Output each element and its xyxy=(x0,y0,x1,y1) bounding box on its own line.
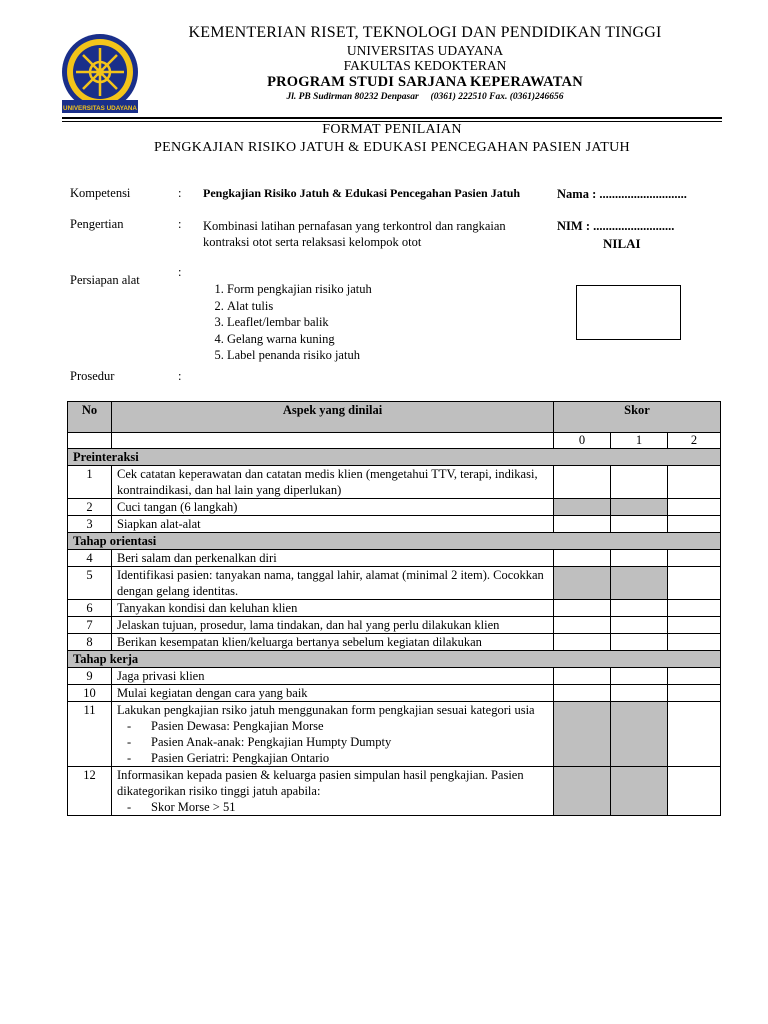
sub-item xyxy=(117,734,548,750)
nama-field: Nama : ............................ xyxy=(557,187,687,201)
row-number: 5 xyxy=(68,567,112,600)
assessment-table xyxy=(67,401,721,816)
table-header-row xyxy=(68,402,721,433)
nilai-label: NILAI xyxy=(603,236,641,251)
table-row xyxy=(68,617,721,634)
score-cell[interactable] xyxy=(554,617,611,634)
sub-item-text: Pasien Geriatri: Pengkajian Ontario xyxy=(151,751,330,765)
score-cell-disabled xyxy=(554,499,611,516)
row-text: Cuci tangan (6 langkah) xyxy=(112,499,554,516)
row-number: 10 xyxy=(68,685,112,702)
score-cell[interactable] xyxy=(668,550,721,567)
table-row xyxy=(68,550,721,567)
row-text: Identifikasi pasien: tanyakan nama, tanggal lahir, alamat (minimal 2 item). Cocokkan dengan gelang identitas. xyxy=(112,567,554,600)
table-row xyxy=(68,702,721,767)
score-col-0: 0 xyxy=(554,433,611,449)
pengertian-label: Pengertian xyxy=(70,217,124,231)
score-cell[interactable] xyxy=(611,550,668,567)
score-cell[interactable] xyxy=(611,617,668,634)
bullet-dash: - xyxy=(127,751,132,765)
score-cell[interactable] xyxy=(668,567,721,600)
score-scale-row xyxy=(68,433,721,449)
table-row xyxy=(68,466,721,499)
score-cell[interactable] xyxy=(668,767,721,816)
score-cell[interactable] xyxy=(668,466,721,499)
table-row xyxy=(68,668,721,685)
row-text: Beri salam dan perkenalkan diri xyxy=(112,550,554,567)
header-aspek: Aspek yang dinilai xyxy=(112,402,554,433)
score-cell-disabled xyxy=(554,702,611,767)
section-row xyxy=(68,651,721,668)
list-item: 5. Label penanda risiko jatuh xyxy=(227,347,533,364)
sub-item-text: Pasien Dewasa: Pengkajian Morse xyxy=(151,719,324,733)
section-title: Preinteraksi xyxy=(68,449,721,466)
score-cell[interactable] xyxy=(554,600,611,617)
sub-item-text: Pasien Anak-anak: Pengkajian Humpty Dumpty xyxy=(151,735,392,749)
row-number: 12 xyxy=(68,767,112,816)
row-number: 8 xyxy=(68,634,112,651)
score-cell[interactable] xyxy=(668,685,721,702)
score-cell[interactable] xyxy=(668,634,721,651)
row-text: Cek catatan keperawatan dan catatan medis klien (mengetahui TTV, terapi, indikasi, kontraindikasi, dan hal lain yang diperlukan) xyxy=(112,466,554,499)
score-cell[interactable] xyxy=(611,466,668,499)
table-row xyxy=(68,600,721,617)
nilai-box xyxy=(576,285,681,340)
prosedur-label: Prosedur xyxy=(70,369,115,383)
score-cell-disabled xyxy=(611,499,668,516)
row-text: Mulai kegiatan dengan cara yang baik xyxy=(112,685,554,702)
sub-list xyxy=(117,718,548,766)
row-main-text: Lakukan pengkajian rsiko jatuh menggunakan form pengkajian sesuai kategori usia xyxy=(117,703,535,717)
row-text xyxy=(112,767,554,816)
score-cell[interactable] xyxy=(554,516,611,533)
table-row xyxy=(68,767,721,816)
score-cell[interactable] xyxy=(668,702,721,767)
list-item: 3. Leaflet/lembar balik xyxy=(227,314,533,331)
kompetensi-label: Kompetensi xyxy=(70,186,131,200)
colon: : xyxy=(178,217,182,231)
row-number: 7 xyxy=(68,617,112,634)
row-number: 4 xyxy=(68,550,112,567)
table-row xyxy=(68,685,721,702)
score-col-2: 2 xyxy=(668,433,721,449)
persiapan-label: Persiapan alat xyxy=(70,273,140,287)
row-number: 3 xyxy=(68,516,112,533)
score-cell-disabled xyxy=(611,767,668,816)
score-cell[interactable] xyxy=(668,600,721,617)
section-title: Tahap orientasi xyxy=(68,533,721,550)
row-text: Jaga privasi klien xyxy=(112,668,554,685)
score-cell[interactable] xyxy=(668,499,721,516)
row-text: Siapkan alat-alat xyxy=(112,516,554,533)
row-text: Tanyakan kondisi dan keluhan klien xyxy=(112,600,554,617)
list-item: 1. Form pengkajian risiko jatuh xyxy=(227,281,533,298)
bullet-dash: - xyxy=(127,719,132,733)
faculty-name: FAKULTAS KEDOKTERAN xyxy=(343,58,507,73)
form-title: FORMAT PENILAIAN xyxy=(322,122,462,137)
sub-item-text: Skor Morse > 51 xyxy=(151,800,236,814)
section-row xyxy=(68,449,721,466)
nim-field: NIM : .......................... xyxy=(557,219,675,233)
colon: : xyxy=(178,186,182,200)
ministry-name: KEMENTERIAN RISET, TEKNOLOGI DAN PENDIDIKAN TINGGI xyxy=(188,24,662,41)
score-cell[interactable] xyxy=(554,685,611,702)
score-cell[interactable] xyxy=(668,617,721,634)
program-name: PROGRAM STUDI SARJANA KEPERAWATAN xyxy=(267,74,583,90)
bullet-dash: - xyxy=(127,735,132,749)
bullet-dash: - xyxy=(127,800,132,814)
colon: : xyxy=(178,369,182,383)
score-cell[interactable] xyxy=(611,668,668,685)
header-skor: Skor xyxy=(554,402,721,433)
score-cell[interactable] xyxy=(668,668,721,685)
svg-text:UNIVERSITAS UDAYANA: UNIVERSITAS UDAYANA xyxy=(63,105,137,112)
address-line: Jl. PB Sudirman 80232 Denpasar (0361) 222510 Fax. (0361)246656 xyxy=(286,92,564,102)
list-item: 4. Gelang warna kuning xyxy=(227,331,533,348)
kompetensi-value: Pengkajian Risiko Jatuh & Edukasi Pencegahan Pasien Jatuh xyxy=(203,186,521,200)
sub-list xyxy=(117,799,548,815)
score-cell-disabled xyxy=(611,567,668,600)
list-item: 2. Alat tulis xyxy=(227,298,533,315)
row-text: Berikan kesempatan klien/keluarga bertanya sebelum kegiatan dilakukan xyxy=(112,634,554,651)
persiapan-list xyxy=(203,281,533,364)
score-cell[interactable] xyxy=(554,668,611,685)
university-name: UNIVERSITAS UDAYANA xyxy=(346,43,504,58)
table-row xyxy=(68,516,721,533)
row-number: 2 xyxy=(68,499,112,516)
score-cell[interactable] xyxy=(554,550,611,567)
header-no: No xyxy=(68,402,112,433)
table-row xyxy=(68,567,721,600)
section-row xyxy=(68,533,721,550)
colon: : xyxy=(178,265,182,279)
score-cell[interactable] xyxy=(668,516,721,533)
row-main-text: Informasikan kepada pasien & keluarga pasien simpulan hasil pengkajian. Pasien dikategorikan risiko tinggi jatuh apabila: xyxy=(117,768,524,798)
score-cell[interactable] xyxy=(554,466,611,499)
score-cell[interactable] xyxy=(554,634,611,651)
score-cell-disabled xyxy=(611,702,668,767)
score-cell-disabled xyxy=(554,567,611,600)
row-number: 6 xyxy=(68,600,112,617)
pengertian-value: Kombinasi latihan pernafasan yang terkontrol dan rangkaian kontraksi otot serta relaksasi kelompok otot xyxy=(203,219,506,249)
row-number: 1 xyxy=(68,466,112,499)
sub-item xyxy=(117,799,548,815)
score-cell[interactable] xyxy=(611,685,668,702)
row-text: Jelaskan tujuan, prosedur, lama tindakan, dan hal yang perlu dilakukan klien xyxy=(112,617,554,634)
score-cell[interactable] xyxy=(611,634,668,651)
row-number: 11 xyxy=(68,702,112,767)
score-cell[interactable] xyxy=(611,516,668,533)
header-divider xyxy=(62,117,722,119)
sub-item xyxy=(117,750,548,766)
sub-item xyxy=(117,718,548,734)
table-row xyxy=(68,634,721,651)
table-row xyxy=(68,499,721,516)
section-title: Tahap kerja xyxy=(68,651,721,668)
row-number: 9 xyxy=(68,668,112,685)
score-col-1: 1 xyxy=(611,433,668,449)
score-cell[interactable] xyxy=(611,600,668,617)
row-text xyxy=(112,702,554,767)
score-cell-disabled xyxy=(554,767,611,816)
form-subtitle: PENGKAJIAN RISIKO JATUH & EDUKASI PENCEGAHAN PASIEN JATUH xyxy=(154,140,630,155)
